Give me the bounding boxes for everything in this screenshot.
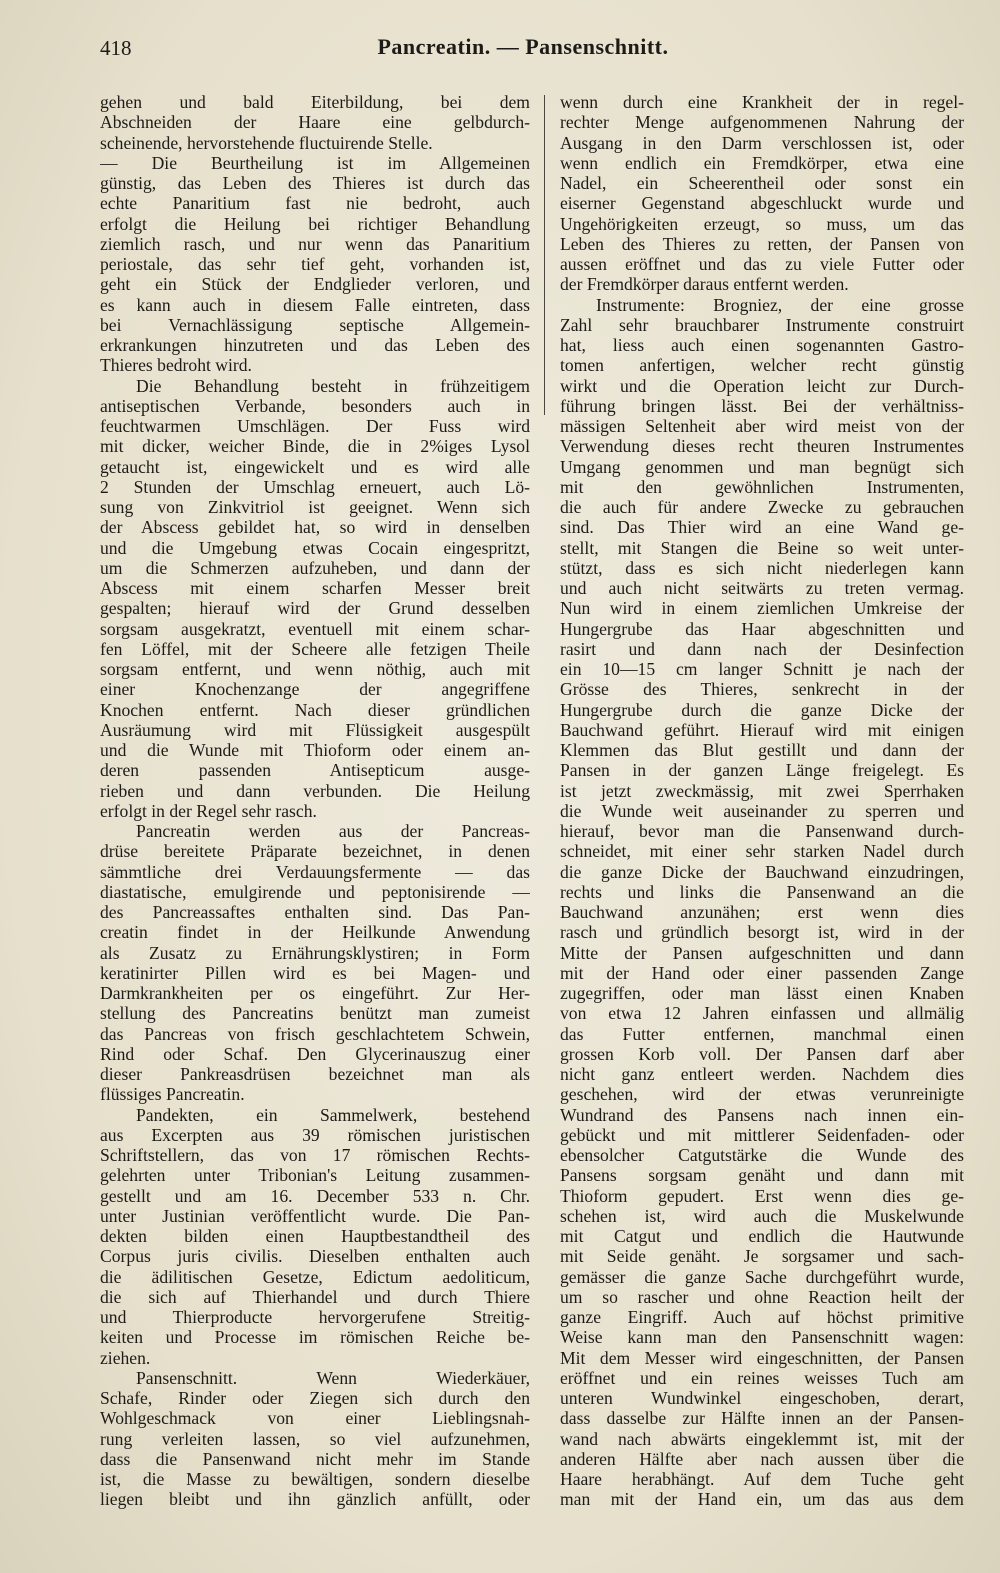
text-line: geschehen, wird der etwas verunreinigte xyxy=(560,1084,964,1105)
text-line: Verwendung dieses recht theuren Instrumentes xyxy=(560,436,964,457)
text-line: mit Catgut und endlich die Hautwunde xyxy=(560,1226,964,1246)
text-line: wenn durch eine Krankheit der in regel- xyxy=(560,92,964,112)
text-line: sind. Das Thier wird an eine Wand ge- xyxy=(560,517,964,538)
text-line: gespalten; hierauf wird der Grund desselben xyxy=(100,598,530,619)
text-line: günstig, das Leben des Thieres ist durch das xyxy=(100,173,530,193)
text-line: Nadel, ein Scheerentheil oder sonst ein xyxy=(560,173,964,193)
text-line: dass die Pansenwand nicht mehr im Stande xyxy=(100,1448,530,1469)
text-line: und auch nicht seitwärts zu treten vermag. xyxy=(560,578,964,598)
text-line: Die Behandlung besteht in frühzeitigem xyxy=(136,375,530,396)
text-line: dass dasselbe zur Hälfte innen an der Pansen- xyxy=(560,1408,964,1429)
text-line: man mit der Hand ein, um das aus dem xyxy=(560,1489,964,1510)
text-line: rechts und links die Pansenwand an die xyxy=(560,881,964,902)
text-line: Ausgang in den Darm verschlossen ist, oder xyxy=(560,132,964,153)
text-line: — Die Beurtheilung ist im Allgemeinen xyxy=(100,152,530,173)
text-line: ein 10—15 cm langer Schnitt je nach der xyxy=(560,659,964,679)
text-line: Nun wird in einem ziemlichen Umkreise der xyxy=(560,598,964,619)
text-line: wirkt und die Operation leicht zur Durch- xyxy=(560,375,964,396)
text-line: wand nach abwärts eingeklemmt ist, mit der xyxy=(560,1428,964,1449)
text-line: Wohlgeschmack von einer Lieblingsnah- xyxy=(100,1408,530,1429)
text-line: Bauchwand geführt. Hierauf wird mit einigen xyxy=(560,719,964,740)
text-line: um so rascher und ohne Reaction heilt der xyxy=(560,1286,964,1307)
text-line: echte Panaritium fast nie bedroht, auch xyxy=(100,193,530,214)
text-line: gestellt und am 16. December 533 n. Chr. xyxy=(100,1185,530,1206)
text-line: Thieres bedroht wird. xyxy=(100,355,252,376)
text-line: eröffnet und ein reines weisses Tuch am xyxy=(560,1367,964,1388)
text-line: rasch und gründlich besorgt ist, wird in der xyxy=(560,922,964,943)
text-line: führung bringen lässt. Bei der verhältniss- xyxy=(560,395,964,416)
running-title: Pancreatin. — Pansenschnitt. xyxy=(377,34,669,59)
text-line: bei Vernachlässigung septische Allgemein- xyxy=(100,314,530,335)
text-line: antiseptischen Verbande, besonders auch in xyxy=(100,395,530,416)
text-line: Ungehörigkeiten erzeugt, so muss, um das xyxy=(560,213,964,234)
text-line: diastatische, emulgirende und peptonisirende — xyxy=(100,881,530,902)
text-line: und die Wunde mit Thioform oder einem an- xyxy=(100,740,530,760)
text-line: ist, die Masse zu bewältigen, sondern dieselbe xyxy=(100,1469,530,1489)
text-line: von etwa 12 Jahren einfassen und allmälig xyxy=(560,1003,964,1024)
text-line: der Abscess gebildet hat, so wird in denselben xyxy=(100,517,530,538)
text-line: stellung des Pancreatins benützt man zumeist xyxy=(100,1003,530,1024)
text-line: erfolgt die Heilung bei richtiger Behandlung xyxy=(100,213,530,234)
text-line: sorgsam ausgekratzt, eventuell mit einem schar- xyxy=(100,618,530,639)
text-line: 2 Stunden der Umschlag erneuert, auch Lö- xyxy=(100,476,530,497)
text-line: Mit dem Messer wird eingeschnitten, der Pansen xyxy=(560,1347,964,1368)
text-line: Abschneiden der Haare eine gelbdurch- xyxy=(100,112,530,133)
text-line: mässigen Seltenheit aber wird meist von der xyxy=(560,416,964,436)
text-line: nicht ganz entleert werden. Nachdem dies xyxy=(560,1064,964,1084)
text-line: Hungergrube das Haar abgeschnitten und xyxy=(560,618,964,639)
text-line: stellt, mit Stangen die Beine so weit unter- xyxy=(560,537,964,558)
text-line: das Futter entfernen, manchmal einen xyxy=(560,1023,964,1044)
text-line: Ausräumung wird mit Flüssigkeit ausgespült xyxy=(100,719,530,740)
text-line: unter Justinian veröffentlicht wurde. Die Pan- xyxy=(100,1205,530,1226)
text-line: Rind oder Schaf. Den Glycerinauszug einer xyxy=(100,1043,530,1064)
text-line: erkrankungen hinzutreten und das Leben des xyxy=(100,335,530,355)
text-line: grossen Korb voll. Der Pansen darf aber xyxy=(560,1043,964,1064)
text-line: einer Knochenzange der angegriffene xyxy=(100,679,530,700)
text-line: und Thierproducte hervorgerufene Streitig- xyxy=(100,1307,530,1327)
text-line: wenn endlich ein Fremdkörper, etwa eine xyxy=(560,152,964,173)
text-line: tomen anfertigen, welcher recht günstig xyxy=(560,355,964,376)
text-line: die sich auf Thierhandel und durch Thiere xyxy=(100,1286,530,1307)
text-line: Umgang genommen und man begnügt sich xyxy=(560,456,964,477)
text-line: aus Excerpten aus 39 römischen juristischen xyxy=(100,1124,530,1145)
text-line: rung verleiten lassen, so viel aufzunehmen, xyxy=(100,1428,530,1449)
text-line: sämmtliche drei Verdauungsfermente — das xyxy=(100,861,530,882)
text-line: die Wunde weit auseinander zu sperren und xyxy=(560,800,964,821)
text-line: des Pancreassaftes enthalten sind. Das Pan- xyxy=(100,902,530,922)
text-line: die ganze Dicke der Bauchwand einzudringen, xyxy=(560,861,964,882)
text-line: Pancreatin werden aus der Pancreas- xyxy=(136,821,530,841)
text-line: Mitte der Pansen aufgeschnitten und dann xyxy=(560,942,964,963)
text-line: mit den gewöhnlichen Instrumenten, xyxy=(560,476,964,497)
text-line: rechter Menge aufgenommenen Nahrung der xyxy=(560,112,964,133)
text-line: Bauchwand anzunähen; erst wenn dies xyxy=(560,902,964,922)
text-line: dieser Pankreasdrüsen bezeichnet man als xyxy=(100,1064,530,1084)
left-column xyxy=(100,92,530,1510)
text-line: zugegriffen, oder man lässt einen Knaben xyxy=(560,983,964,1003)
text-line: gelehrten unter Tribonian's Leitung zusammen- xyxy=(100,1165,530,1186)
text-line: Grösse des Thieres, senkrecht in der xyxy=(560,679,964,700)
column-divider xyxy=(544,95,545,415)
text-line: mit dicker, weicher Binde, die in 2%iges Lysol xyxy=(100,436,530,457)
text-line: drüse bereitete Präparate bezeichnet, in denen xyxy=(100,841,530,862)
text-line: das Pancreas von frisch geschlachtetem Schwein, xyxy=(100,1023,530,1044)
text-line: mit Seide genäht. Je sorgsamer und sach- xyxy=(560,1246,964,1267)
text-line: die auch für andere Zwecke zu gebrauchen xyxy=(560,497,964,517)
text-line: aussen eröffnet und das zu viele Futter oder xyxy=(560,254,964,274)
text-line: rasirt und dann nach der Desinfection xyxy=(560,638,964,659)
text-line: Hungergrube durch die ganze Dicke der xyxy=(560,699,964,720)
text-line: anderen Hälfte aber nach aussen über die xyxy=(560,1448,964,1469)
text-line: liegen bleibt und ihn gänzlich anfüllt, oder xyxy=(100,1489,530,1510)
page-number: 418 xyxy=(100,36,132,60)
text-line: unteren Wundwinkel eingeschoben, derart, xyxy=(560,1388,964,1408)
text-line: Pansen in der ganzen Länge freigelegt. Es xyxy=(560,760,964,781)
text-line: Thioform gepudert. Erst wenn dies ge- xyxy=(560,1185,964,1206)
text-line: rieben und dann verbunden. Die Heilung xyxy=(100,780,530,801)
text-line: feuchtwarmen Umschlägen. Der Fuss wird xyxy=(100,416,530,436)
text-line: Schriftstellern, das von 17 römischen Rechts- xyxy=(100,1145,530,1165)
text-line: stützt, dass es sich nicht niederlegen kann xyxy=(560,557,964,578)
text-line: hat, liess auch einen sogenannten Gastro- xyxy=(560,335,964,355)
text-line: sung von Zinkvitriol ist geeignet. Wenn sich xyxy=(100,497,530,517)
text-line: keratinirter Pillen wird es bei Magen- und xyxy=(100,962,530,983)
text-line: ebensolcher Catgutstärke die Wunde des xyxy=(560,1145,964,1165)
text-line: scheinende, hervorstehende fluctuirende Stelle. xyxy=(100,132,433,153)
text-line: gemässer die ganze Sache durchgeführt wurde, xyxy=(560,1266,964,1287)
text-line: getaucht ist, eingewickelt und es wird alle xyxy=(100,456,530,477)
text-line: Leben des Thieres zu retten, der Pansen von xyxy=(560,233,964,254)
text-line: Wundrand des Pansens nach innen ein- xyxy=(560,1104,964,1125)
text-line: hierauf, bevor man die Pansenwand durch- xyxy=(560,821,964,841)
text-line: schehen ist, wird auch die Muskelwunde xyxy=(560,1205,964,1226)
text-line: Corpus juris civilis. Dieselben enthalten auch xyxy=(100,1246,530,1267)
text-line: creatin findet in der Heilkunde Anwendung xyxy=(100,922,530,943)
text-line: Pandekten, ein Sammelwerk, bestehend xyxy=(136,1104,530,1125)
text-line: ist jetzt zweckmässig, mit zwei Sperrhaken xyxy=(560,780,964,801)
text-line: periostale, das sehr tief geht, vorhanden ist, xyxy=(100,254,530,274)
text-line: gehen und bald Eiterbildung, bei dem xyxy=(100,92,530,112)
text-line: Instrumente: Brogniez, der eine grosse xyxy=(596,294,964,315)
text-line: Weise kann man den Pansenschnitt wagen: xyxy=(560,1327,964,1348)
text-line: geht ein Stück der Endglieder verloren, und xyxy=(100,274,530,295)
text-line: Schafe, Rinder oder Ziegen sich durch den xyxy=(100,1388,530,1408)
text-line: Pansens sorgsam genäht und dann mit xyxy=(560,1165,964,1186)
text-line: schneidet, mit einer sehr starken Nadel durch xyxy=(560,841,964,862)
text-line: Abscess mit einem scharfen Messer breit xyxy=(100,578,530,598)
text-line: es kann auch in diesem Falle eintreten, dass xyxy=(100,294,530,315)
text-line: ganze Eingriff. Auch auf höchst primitive xyxy=(560,1307,964,1327)
text-line: Darmkrankheiten per os eingeführt. Zur Her- xyxy=(100,983,530,1003)
page-header xyxy=(100,30,946,64)
text-line: als Zusatz zu Ernährungsklystiren; in Form xyxy=(100,942,530,963)
text-line: mit der Hand oder einer passenden Zange xyxy=(560,962,964,983)
text-line: dekten bilden einen Hauptbestandtheil des xyxy=(100,1226,530,1246)
text-line: ziemlich rasch, und nur wenn das Panaritium xyxy=(100,233,530,254)
text-line: Zahl sehr brauchbarer Instrumente construirt xyxy=(560,314,964,335)
text-line: der Fremdkörper daraus entfernt werden. xyxy=(560,274,849,295)
text-line: deren passenden Antisepticum ausge- xyxy=(100,760,530,781)
text-line: Knochen entfernt. Nach dieser gründlichen xyxy=(100,699,530,720)
text-line: um die Schmerzen aufzuheben, und dann der xyxy=(100,557,530,578)
text-line: erfolgt in der Regel sehr rasch. xyxy=(100,800,317,821)
text-line: gebückt und mit mittlerer Seidenfaden- oder xyxy=(560,1124,964,1145)
text-line: und die Umgebung etwas Cocain eingespritzt, xyxy=(100,537,530,558)
right-column xyxy=(560,92,964,1510)
text-line: eiserner Gegenstand abgeschluckt wurde und xyxy=(560,193,964,214)
text-line: Pansenschnitt. Wenn Wiederkäuer, xyxy=(136,1367,530,1388)
text-line: Klemmen das Blut gestillt und dann der xyxy=(560,740,964,760)
text-line: Haare herabhängt. Auf dem Tuche geht xyxy=(560,1469,964,1489)
text-line: ziehen. xyxy=(100,1347,151,1368)
text-line: sorgsam entfernt, und wenn nöthig, auch mit xyxy=(100,659,530,679)
text-line: fen Löffel, mit der Scheere alle fetzigen Theile xyxy=(100,638,530,659)
text-line: die ädilitischen Gesetze, Edictum aedoliticum, xyxy=(100,1266,530,1287)
text-line: flüssiges Pancreatin. xyxy=(100,1084,245,1105)
text-line: keiten und Processe im römischen Reiche be- xyxy=(100,1327,530,1348)
